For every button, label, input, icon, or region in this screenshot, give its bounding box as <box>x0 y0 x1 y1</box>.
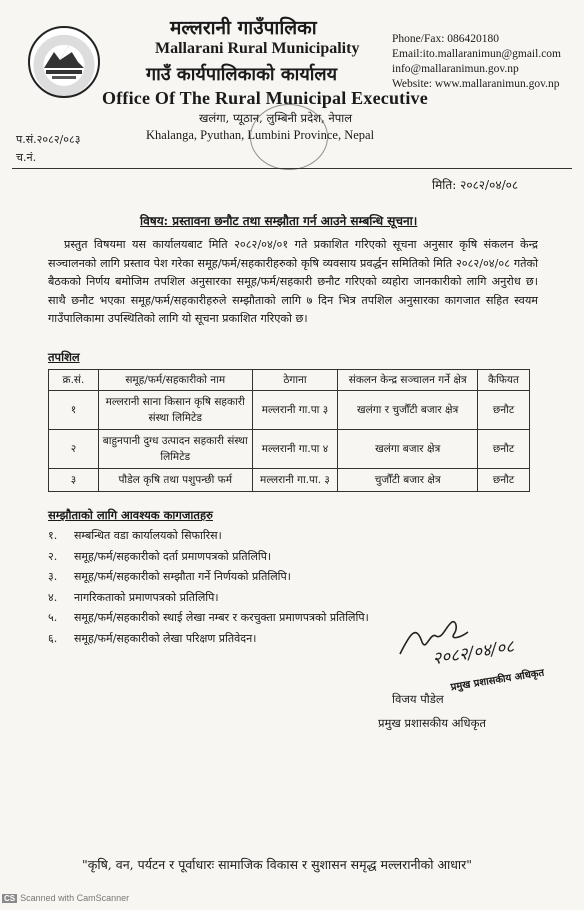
list-item-number: ५. <box>48 611 58 624</box>
list-item <box>48 590 369 611</box>
notice-date: मिति: २०८२/०४/०८ <box>432 178 519 192</box>
email: Email:ito.mallaranimun@gmail.com <box>392 48 561 60</box>
website: Website: www.mallaranimun.gov.np <box>392 78 560 90</box>
table-row <box>49 391 530 430</box>
list-item <box>48 610 369 631</box>
list-item-text: नागरिकताको प्रमाणपत्रको प्रतिलिपि। <box>74 590 219 604</box>
camscanner-icon: CS <box>4 894 16 903</box>
signature-stamp-text: प्रमुख प्रशासकीय अधिकृत <box>449 667 545 694</box>
list-item-text: समूह/फर्म/सहकारीको सम्झौता गर्ने निर्णयको प्रतिलिपि। <box>74 570 291 583</box>
footer-motto: "कृषि, वन, पर्यटन र पूर्वाधारः सामाजिक विकास र सुशासन समृद्ध मल्लरानीको आधार" <box>82 857 473 872</box>
phone-fax: Phone/Fax: 086420180 <box>392 33 500 45</box>
signatory-title: प्रमुख प्रशासकीय अधिकृत <box>378 716 486 730</box>
municipality-name-np: मल्लरानी गाउँपालिका <box>170 17 317 39</box>
list-item <box>48 631 369 652</box>
table-cell: मल्लरानी साना किसान कृषि सहकारी संस्था लिमिटेड <box>98 391 252 430</box>
address-np: खलंगा, प्यूठान, लुम्बिनी प्रदेश, नेपाल <box>199 111 353 125</box>
list-item <box>48 528 369 549</box>
table-row <box>49 430 530 469</box>
table-header-row <box>49 370 530 391</box>
municipality-name-en: Mallarani Rural Municipality <box>155 40 360 57</box>
column-header: ठेगाना <box>252 370 338 391</box>
office-name-np: गाउँ कार्यपालिकाको कार्यालय <box>146 64 338 85</box>
list-item-text: समूह/फर्म/सहकारीको लेखा परिक्षण प्रतिवेदन। <box>74 631 257 645</box>
table-cell: खलंगा बजार क्षेत्र <box>338 430 478 469</box>
table-cell: खलंगा र चुजौँटी बजार क्षेत्र <box>338 391 478 430</box>
list-item <box>48 549 369 570</box>
table-cell: बाहुनपानी दुग्ध उत्पादन सहकारी संस्था लिमिटेड <box>98 430 252 469</box>
list-item-number: ३. <box>48 570 58 583</box>
column-header: कैफियत <box>478 370 530 391</box>
table-cell: छनौट <box>478 430 530 469</box>
scanner-watermark <box>2 893 129 903</box>
documents-list <box>48 528 369 651</box>
list-item <box>48 569 369 590</box>
notice-subject: विषय: प्रस्तावना छनौट तथा सम्झौता गर्न आउने सम्बन्धि सूचना। <box>140 214 418 228</box>
email-secondary: info@mallaranimun.gov.np <box>392 63 519 75</box>
scanner-label: Scanned with CamScanner <box>20 893 130 903</box>
table-cell: मल्लरानी गा.पा ४ <box>252 430 338 469</box>
office-seal-stamp <box>250 104 328 170</box>
list-item-number: ४. <box>48 590 58 604</box>
list-item-text: समूह/फर्म/सहकारीको स्थाई लेखा नम्बर र करचुक्ता प्रमाणपत्रको प्रतिलिपि। <box>74 611 369 624</box>
table-cell: छनौट <box>478 391 530 430</box>
table-cell: ३ <box>49 469 99 492</box>
schedule-table <box>48 369 530 492</box>
list-item-number: १. <box>48 529 58 542</box>
table-cell: मल्लरानी गा.पा. ३ <box>252 469 338 492</box>
documents-title: सम्झौताको लागि आवश्यक कागजातहरु <box>48 508 213 522</box>
municipality-logo-emblem <box>28 26 100 98</box>
table-row <box>49 469 530 492</box>
table-cell: पौडेल कृषि तथा पशुपन्छी फर्म <box>98 469 252 492</box>
schedule-title: तपशिल <box>48 350 80 364</box>
address-en: Khalanga, Pyuthan, Lumbini Province, Nepal <box>146 128 375 142</box>
column-header: समूह/फर्म/सहकारीको नाम <box>98 370 252 391</box>
dispatch-number: च.नं. <box>16 151 37 164</box>
table-cell: १ <box>49 391 99 430</box>
notice-body-text: प्रस्तुत विषयमा यस कार्यालयबाट मिति २०८२/०४/०१ गते प्रकाशित गरिएको सूचना अनुसार कृषि संकलन केन्द्र सञ्चालनको लागि प्रस्ताव पेश गरेका समूह/फर्म/सहकारीहरुको कृषि व्यवसाय प्रवर्द्धन समितिको मिति २०८२/०४/०८ गतेको बैठकको निर्णय बमोजिम तपशिल अनुसारका समूह/फर्म/सहकारी छनौट गरिएको व्यहोरा जानकारीको लागि अनुरोध छ। साथै छनौट भएका समूह/फर्म/सहकारीहरुले सम्झौताको लागि ७ दिन भित्र तपशिल अनुसारका कागजात सहित स्वयम गाउँपालिकामा उपस्थितिको लागि यो सूचना प्रकाशित गरिएको छ। <box>48 238 538 325</box>
list-item-number: ६. <box>48 631 58 645</box>
list-item-text: सम्बन्धित वडा कार्यालयको सिफारिस। <box>74 529 222 542</box>
notice-body <box>48 236 538 329</box>
list-item-text: समूह/फर्म/सहकारीको दर्ता प्रमाणपत्रको प्रतिलिपि। <box>74 549 272 563</box>
table-cell: मल्लरानी गा.पा ३ <box>252 391 338 430</box>
table-cell: २ <box>49 430 99 469</box>
contact-info <box>392 32 561 92</box>
signatory-name: विजय पौडेल <box>392 692 444 706</box>
column-header: क्र.सं. <box>49 370 99 391</box>
signature-date: २०८२/०४/०८ <box>431 636 516 670</box>
column-header: संकलन केन्द्र सञ्चालन गर्ने क्षेत्र <box>338 370 478 391</box>
table-cell: चुजौँटी बजार क्षेत्र <box>338 469 478 492</box>
header-divider <box>12 168 572 169</box>
table-cell: छनौट <box>478 469 530 492</box>
reference-number: प.सं.२०८२/०८३ <box>16 133 81 146</box>
list-item-number: २. <box>48 549 58 563</box>
office-name-en: Office Of The Rural Municipal Executive <box>102 88 428 108</box>
